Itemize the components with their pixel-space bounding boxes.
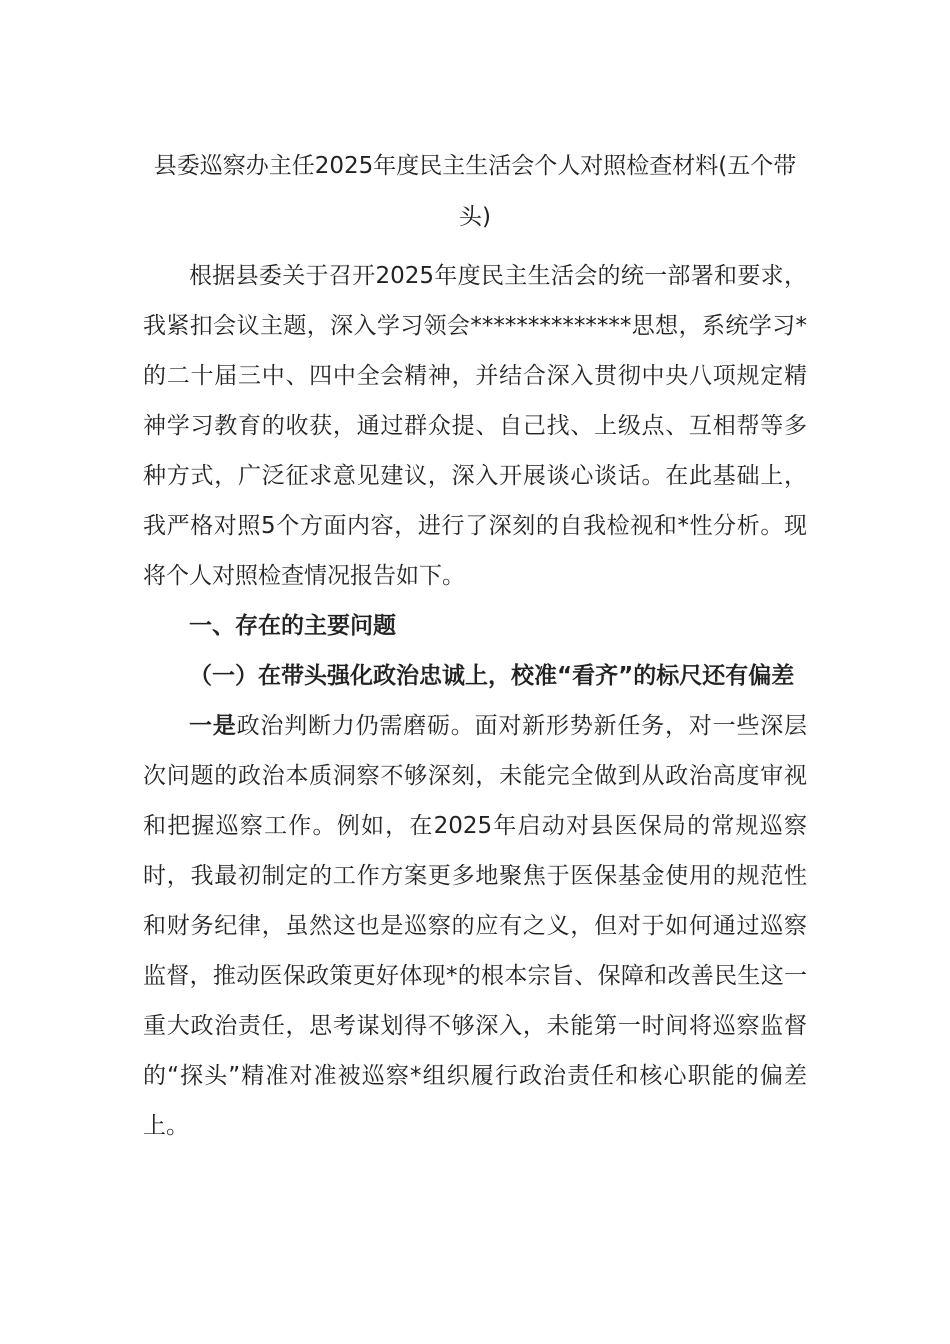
document-body <box>143 251 807 1151</box>
intro-paragraph: 根据县委关于召开2025年度民主生活会的统一部署和要求，我紧扣会议主题，深入学习领会**************思想，系统学习*的二十届三中、四中全会精神，并结合深入贯彻中央八项规定精神学习教育的收获，通过群众提、自己找、上级点、互相帮等多种方式，广泛征求意见建议，深入开展谈心谈话。在此基础上，我严格对照5个方面内容，进行了深刻的自我检视和*性分析。现将个人对照检查情况报告如下。 <box>143 263 807 589</box>
subsection-heading: （一）在带头强化政治忠诚上，校准“看齐”的标尺还有偏差 <box>189 663 795 689</box>
section-heading: 一、存在的主要问题 <box>189 613 396 639</box>
document-title: 县委巡察办主任2025年度民主生活会个人对照检查材料(五个带头) <box>153 153 797 230</box>
point-lead: 一是 <box>189 713 237 739</box>
point-paragraph <box>143 701 807 1151</box>
point-text: 政治判断力仍需磨砺。面对新形势新任务，对一些深层次问题的政治本质洞察不够深刻，未能完全做到从政治高度审视和把握巡察工作。例如，在2025年启动对县医保局的常规巡察时，我最初制定的工作方案更多地聚焦于医保基金使用的规范性和财务纪律，虽然这也是巡察的应有之义，但对于如何通过巡察监督，推动医保政策更好体现*的根本宗旨、保障和改善民生这一重大政治责任，思考谋划得不够深入，未能第一时间将巡察监督的“探头”精准对准被巡察*组织履行政治责任和核心职能的偏差上。 <box>143 713 808 1139</box>
